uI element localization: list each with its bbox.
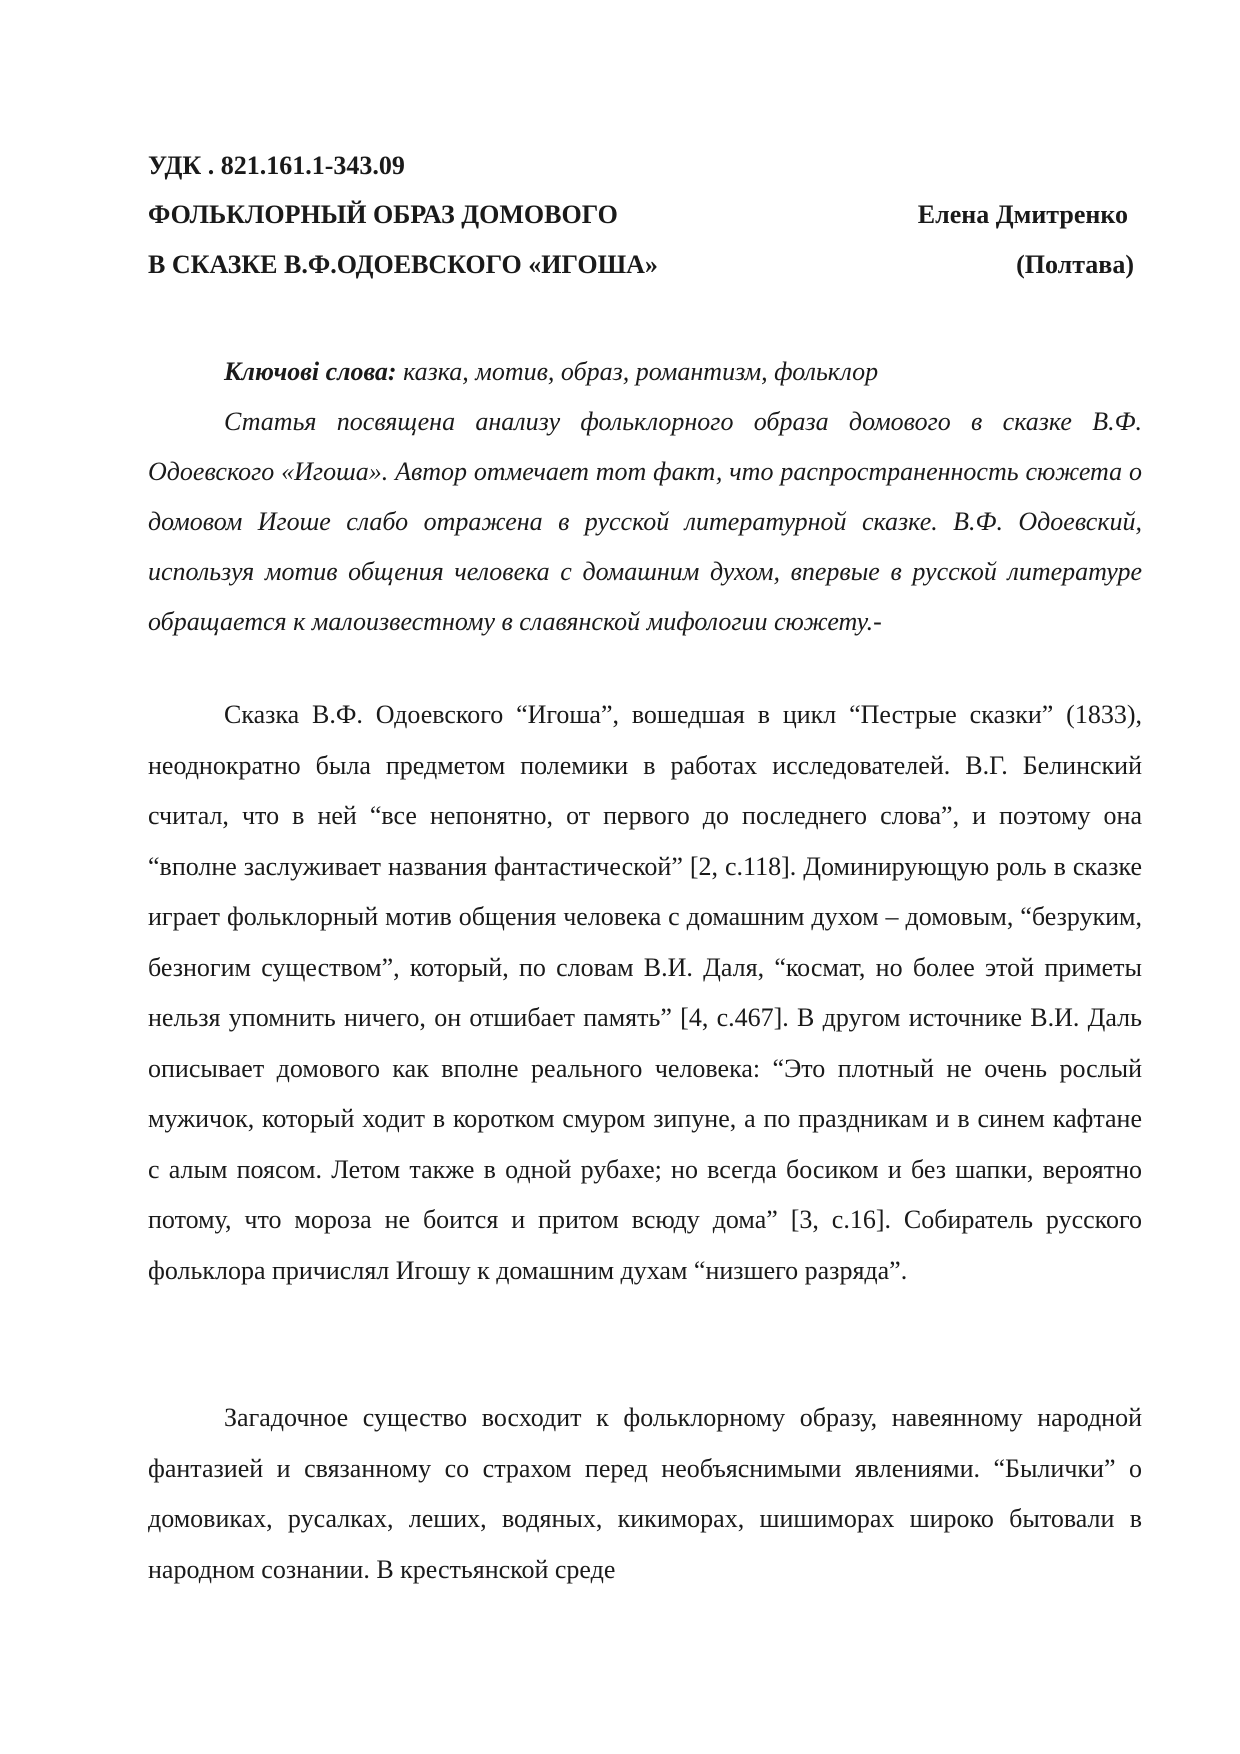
udc-code: УДК . 821.161.1-343.09 [148,151,405,180]
abstract-block [148,397,1142,647]
body-paragraph-2 [148,1393,1142,1595]
keywords-block [148,347,1142,397]
keywords-label: Ключові слова: [224,357,397,386]
keywords-line [148,347,1142,397]
abstract-text: Статья посвящена анализу фольклорного образа домового в сказке В.Ф. Одоевского «Игоша». Автор отмечает тот факт, что распространенность сюжета о домовом Игоше слабо отражена в русской литературной сказке. В.Ф. Одоевский, используя мотив общения человека с домашним духом, впервые в русской литературе обращается к малоизвестному в славянской мифологии сюжету.- [148,407,1142,636]
body-paragraph-1 [148,690,1142,1296]
author-city: (Полтава) [1016,250,1134,279]
paragraph-text: Загадочное существо восходит к фольклорному образу, навеянному народной фантазией и связанному со страхом перед необъяснимыми явлениями. “Былички” о домовиках, русалках, леших, водяных, кикиморах, шишиморах широко бытовали в народном сознании. В крестьянской среде [148,1403,1142,1584]
title-line-1: ФОЛЬКЛОРНЫЙ ОБРАЗ ДОМОВОГО [148,200,618,229]
keywords-text: казка, мотив, образ, романтизм, фольклор [396,357,879,386]
title-line-2: В СКАЗКЕ В.Ф.ОДОЕВСКОГО «ИГОША» [148,250,658,279]
author-name: Елена Дмитренко [917,200,1128,229]
paragraph-text: Сказка В.Ф. Одоевского “Игоша”, вошедшая в цикл “Пестрые сказки” (1833), неоднократно была предметом полемики в работах исследователей. В.Г. Белинский считал, что в ней “все непонятно, от первого до последнего слова”, и поэтому она “вполне заслуживает названия фантастической” [2, с.118]. Доминирующую роль в сказке играет фольклорный мотив общения человека с домашним духом – домовым, “безруким, безногим существом”, который, по словам В.И. Даля, “космат, но более этой приметы нельзя упомнить ничего, он отшибает память” [4, с.467]. В другом источнике В.И. Даль описывает домового как вполне реального человека: “Это плотный не очень рослый мужичок, который ходит в коротком смуром зипуне, а по праздникам и в синем кафтане с алым поясом. Летом также в одной рубахе; но всегда босиком и без шапки, вероятно потому, что мороза не боится и притом всюду дома” [3, с.16]. Собиратель русского фольклора причислял Игошу к домашним духам “низшего разряда”. [148,700,1142,1285]
